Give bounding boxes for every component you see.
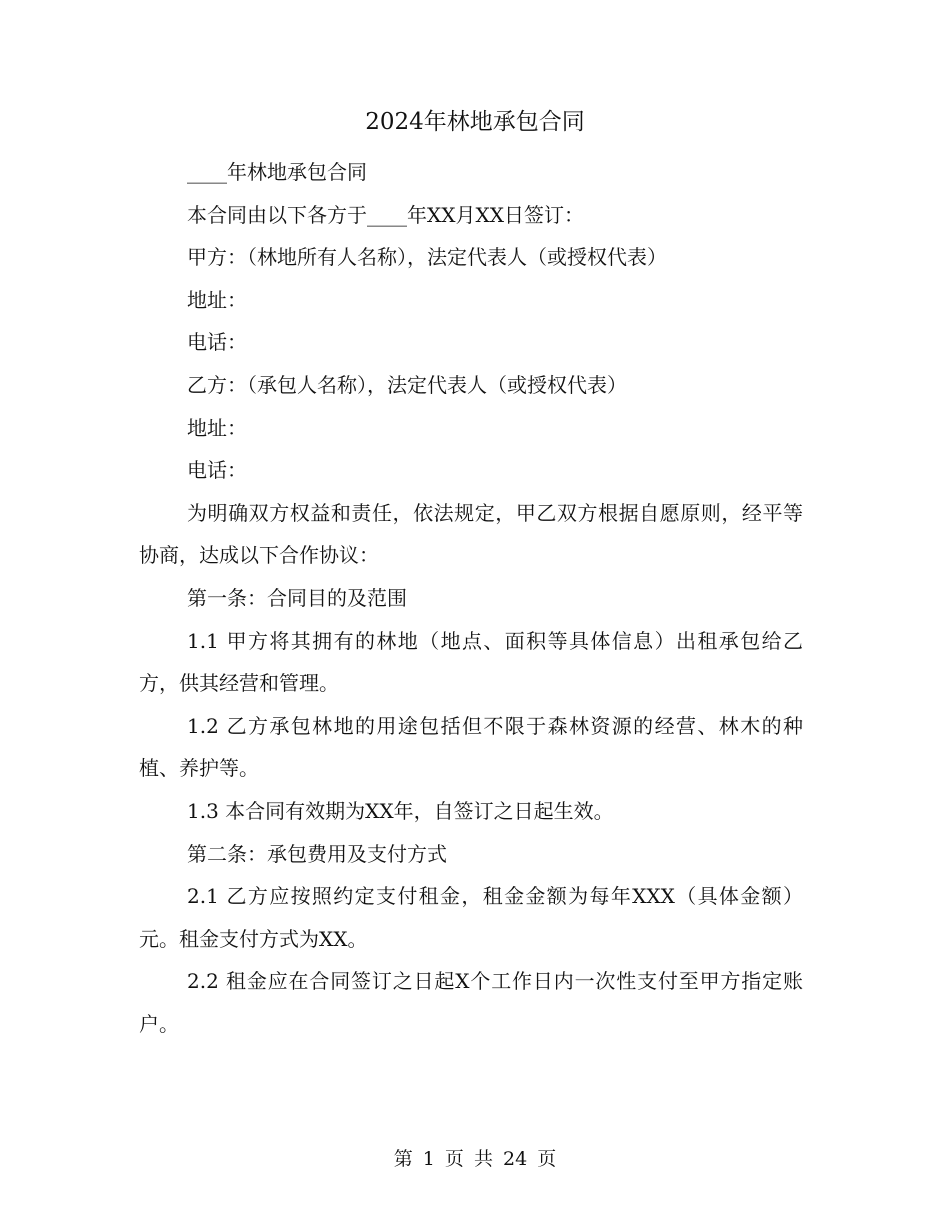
paragraph-signing-date: 本合同由以下各方于____年XX月XX日签订： <box>187 202 584 227</box>
clause-2-1: 2.1 乙方应按照约定支付租金，租金金额为每年XXX（具体金额）元。租金支付方式为XX。 <box>139 884 803 951</box>
clause-1-3: 1.3 本合同有效期为XX年，自签订之日起生效。 <box>187 798 614 823</box>
paragraph-party-a: 甲方：（林地所有人名称），法定代表人（或授权代表） <box>187 245 667 270</box>
paragraph-party-a-phone: 电话： <box>187 330 247 355</box>
paragraph-party-a-address: 地址： <box>187 287 247 312</box>
page-footer: 第 1 页 共 24 页 <box>393 1148 557 1170</box>
clause-1-2: 1.2 乙方承包林地的用途包括但不限于森林资源的经营、林木的种植、养护等。 <box>139 713 803 781</box>
heading-article-1: 第一条：合同目的及范围 <box>187 585 407 610</box>
paragraph-preamble: 为明确双方权益和责任，依法规定，甲乙双方根据自愿原则，经平等协商，达成以下合作协议： <box>139 500 803 568</box>
clause-1-1: 1.1 甲方将其拥有的林地（地点、面积等具体信息）出租承包给乙方，供其经营和管理。 <box>139 628 803 696</box>
clause-2-2: 2.2 租金应在合同签订之日起X个工作日内一次性支付至甲方指定账户。 <box>139 969 803 1036</box>
paragraph-subtitle: ____年林地承包合同 <box>187 160 367 184</box>
heading-article-2: 第二条：承包费用及支付方式 <box>187 841 447 866</box>
document-body <box>139 151 803 1045</box>
document-title: 2024年林地承包合同 <box>365 109 585 135</box>
paragraph-party-b-address: 地址： <box>187 415 247 440</box>
paragraph-party-b-phone: 电话： <box>187 458 247 483</box>
paragraph-party-b: 乙方：（承包人名称），法定代表人（或授权代表） <box>187 372 627 397</box>
